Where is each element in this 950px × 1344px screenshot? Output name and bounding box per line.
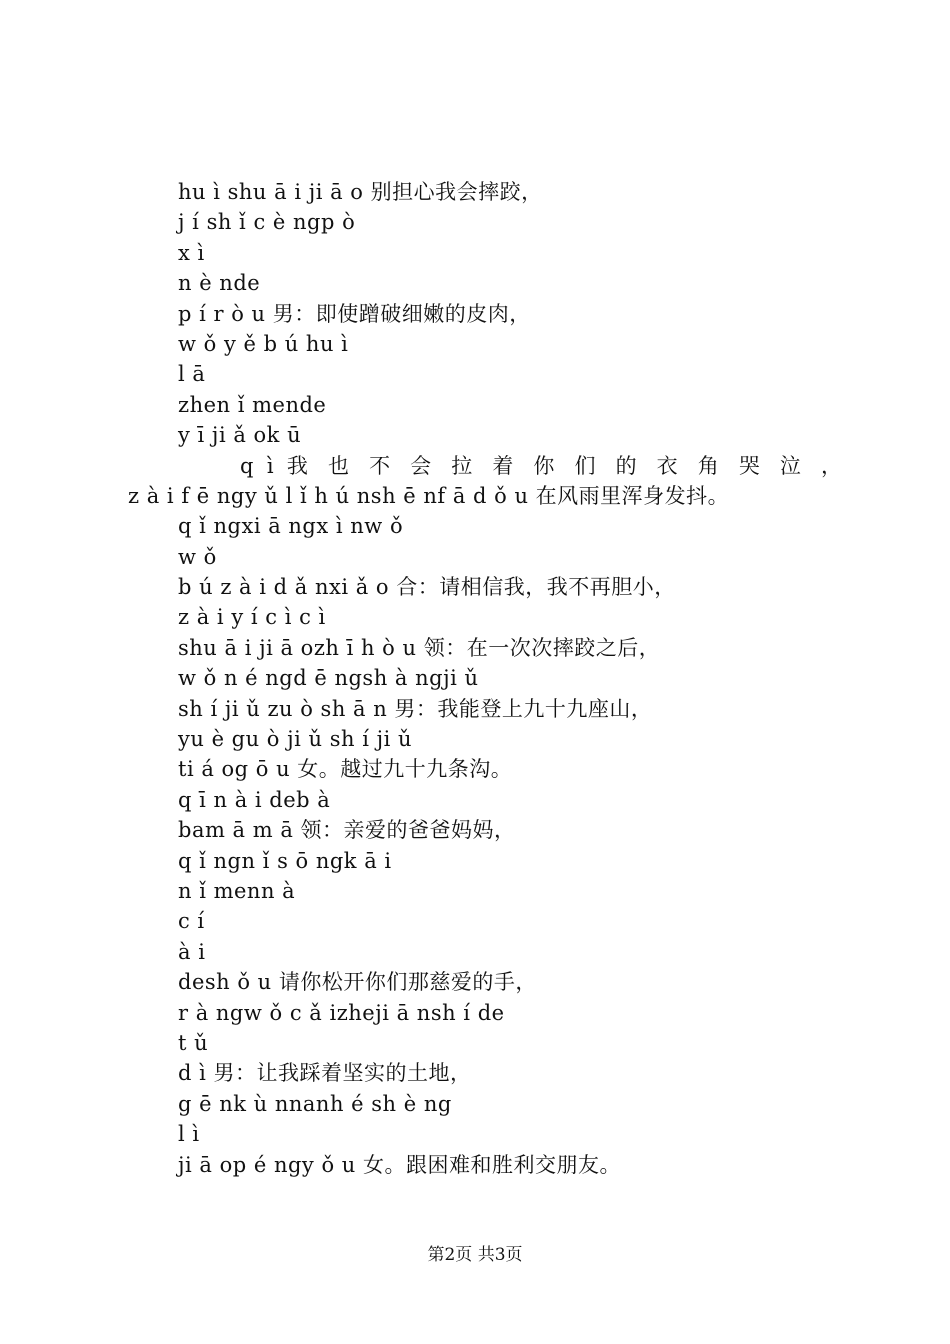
text-line: hu ì shu ā i ji ā o 别担心我会摔跤， — [178, 180, 543, 204]
text-line: sh í ji ǔ zu ò sh ā n 男：我能登上九十九座山， — [178, 696, 653, 721]
text-line: w ǒ n é ngd ē ngsh à ngji ǔ — [178, 666, 479, 691]
text-line: desh ǒ u 请你松开你们那慈爱的手， — [178, 970, 537, 995]
text-line: n ǐ menn à — [178, 878, 296, 903]
text-line: w ǒ — [178, 544, 217, 569]
text-line: yu è gu ò ji ǔ sh í ji ǔ — [178, 727, 413, 752]
text-line: j í sh ǐ c è ngp ò — [178, 210, 356, 235]
text-line: b ú z à i d ǎ nxi ǎ o 合：请相信我，我不再胆小， — [178, 575, 676, 600]
text-line: ti á og ō u 女。越过九十九条沟。 — [178, 757, 513, 782]
text-line: q ī n à i deb à — [178, 787, 331, 812]
poem-body — [0, 177, 950, 1180]
text-line: q ǐ ngxi ā ngx ì nw ǒ — [178, 514, 404, 539]
text-line: n è nde — [178, 271, 261, 296]
text-line: l ì — [178, 1122, 200, 1147]
text-line: r à ngw ǒ c ǎ izheji ā nsh í de — [178, 1000, 505, 1025]
text-line-justified: q ì 我 也 不 会 拉 着 你 们 的 衣 角 哭 泣 ， — [240, 453, 842, 478]
text-line: t ǔ — [178, 1030, 209, 1055]
text-line: l ā — [178, 362, 206, 387]
page-footer — [0, 1244, 950, 1266]
text-line: z à i y í c ì c ì — [178, 605, 326, 630]
text-line: y ī ji ǎ ok ū — [178, 423, 302, 448]
text-line: p í r ò u 男：即使蹭破细嫩的皮肉， — [178, 301, 531, 326]
text-line: ji ā op é ngy ǒ u 女。跟困难和胜利交朋友。 — [178, 1152, 621, 1177]
page-number-label: 第2页 共3页 — [427, 1245, 523, 1265]
text-line: x ì — [178, 240, 205, 265]
text-line: bam ā m ā 领：亲爱的爸爸妈妈， — [178, 818, 516, 843]
text-line: shu ā i ji ā ozh ī h ò u 领：在一次次摔跤之后， — [178, 635, 661, 660]
text-line: g ē nk ù nnanh é sh è ng — [178, 1091, 452, 1116]
text-line: zhen ǐ mende — [178, 392, 327, 417]
text-line-outdented: z à i f ē ngy ǔ l ǐ h ú nsh ē nf ā d ǒ u 在风雨里浑身发抖。 — [128, 483, 730, 508]
text-line: c í — [178, 909, 205, 934]
text-line: à i — [178, 939, 206, 964]
text-line: d ì 男：让我踩着坚实的土地， — [178, 1061, 472, 1086]
text-line: q ǐ ngn ǐ s ō ngk ā i — [178, 848, 392, 873]
text-line: w ǒ y ě b ú hu ì — [178, 331, 349, 356]
